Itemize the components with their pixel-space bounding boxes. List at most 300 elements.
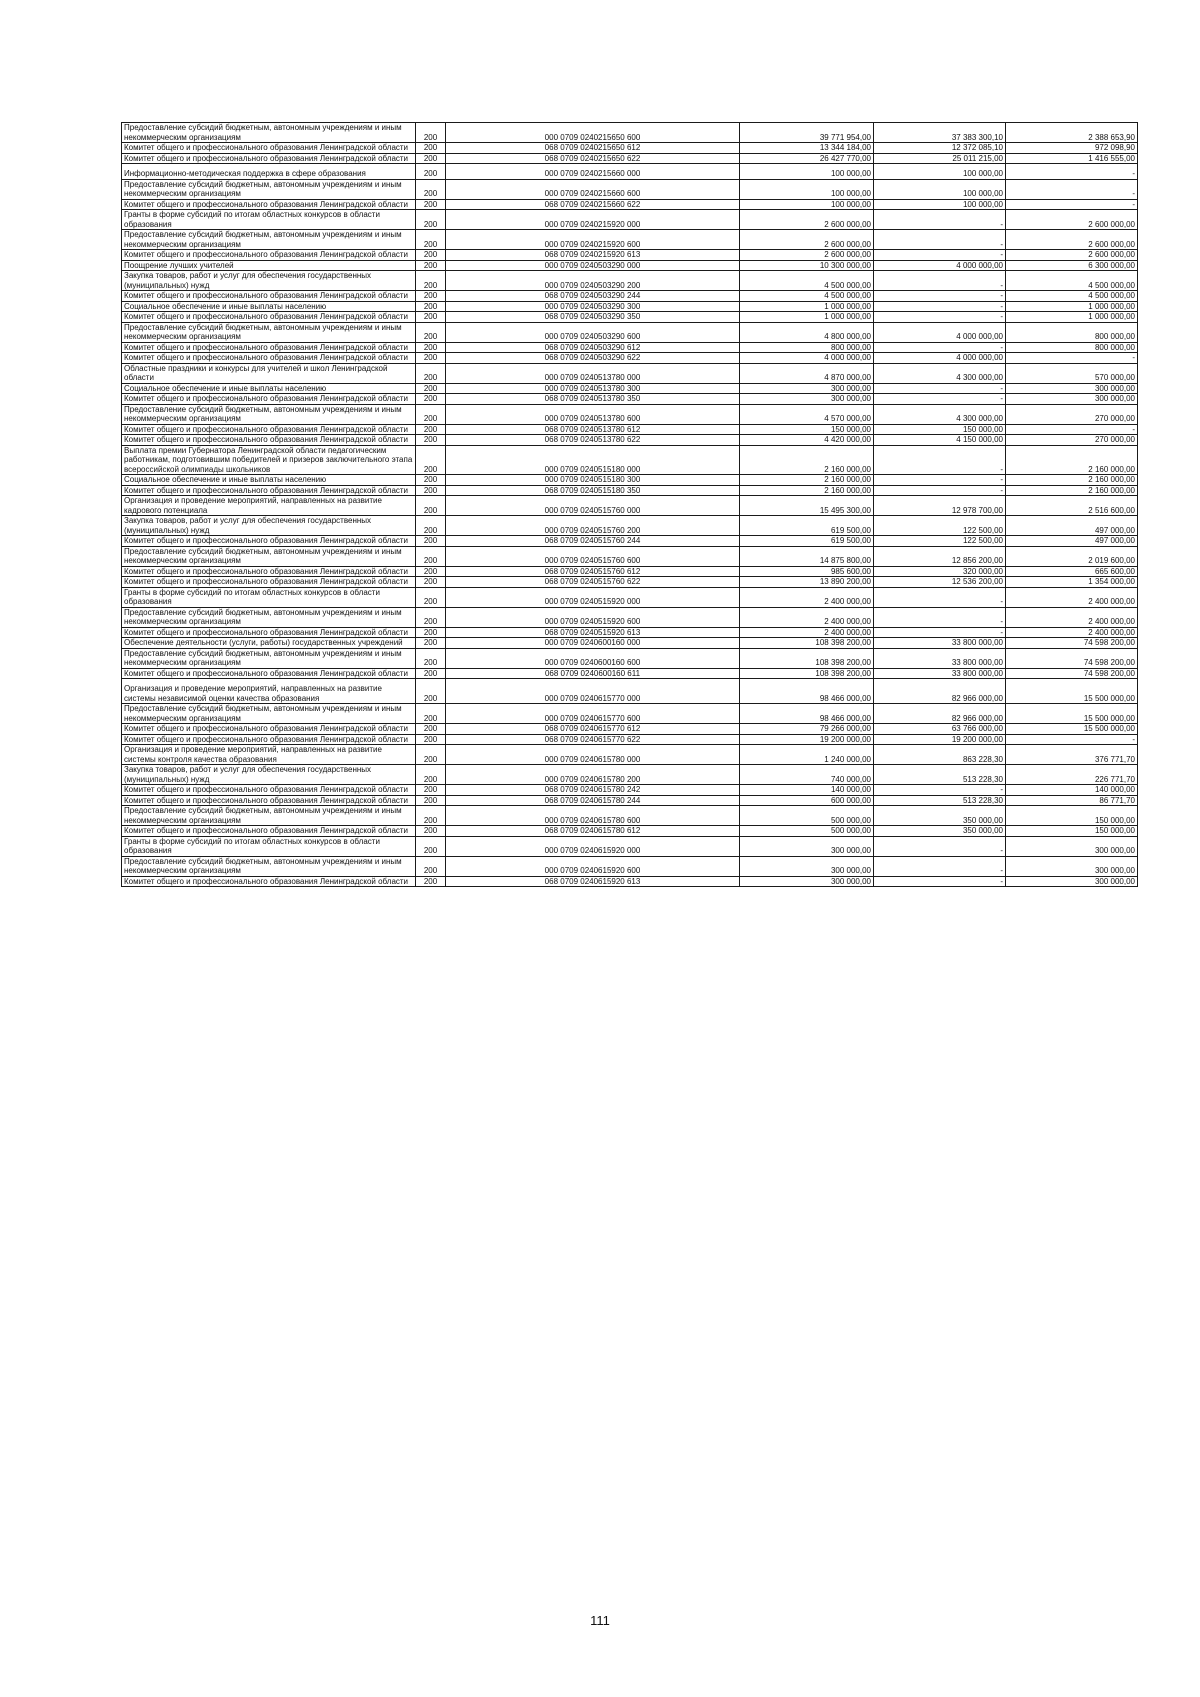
- table-row: [122, 153, 1138, 164]
- row-kbk-cell: 000 0709 0240503290 600: [446, 322, 740, 342]
- row-approved-cell: 2 600 000,00: [740, 250, 874, 261]
- row-name-cell: Информационно-методическая поддержка в сфере образования: [122, 164, 416, 180]
- row-name-cell: Предоставление субсидий бюджетным, автономным учреждениям и иным некоммерческим организациям: [122, 123, 416, 143]
- row-name-cell: Предоставление субсидий бюджетным, автономным учреждениям и иным некоммерческим организациям: [122, 322, 416, 342]
- row-kbk-cell: 000 0709 0240515180 000: [446, 445, 740, 475]
- table-row: [122, 806, 1138, 826]
- row-name-cell: Комитет общего и профессионального образования Ленинградской области: [122, 566, 416, 577]
- row-code-cell: 200: [416, 734, 446, 745]
- table-row: [122, 826, 1138, 837]
- row-code-cell: 200: [416, 394, 446, 405]
- row-executed-cell: 82 966 000,00: [874, 679, 1006, 704]
- row-unexecuted-cell: 140 000,00: [1006, 785, 1138, 796]
- table-row: [122, 566, 1138, 577]
- row-kbk-cell: 068 0709 0240215920 613: [446, 250, 740, 261]
- table-row: [122, 836, 1138, 856]
- row-unexecuted-cell: 2 400 000,00: [1006, 627, 1138, 638]
- row-name-cell: Предоставление субсидий бюджетным, автономным учреждениям и иным некоммерческим организациям: [122, 806, 416, 826]
- row-unexecuted-cell: 665 600,00: [1006, 566, 1138, 577]
- row-executed-cell: 4 300 000,00: [874, 363, 1006, 383]
- row-kbk-cell: 000 0709 0240615780 600: [446, 806, 740, 826]
- row-name-cell: Комитет общего и профессионального образования Ленинградской области: [122, 876, 416, 887]
- row-kbk-cell: 000 0709 0240503290 300: [446, 301, 740, 312]
- row-approved-cell: 300 000,00: [740, 394, 874, 405]
- row-approved-cell: 2 600 000,00: [740, 230, 874, 250]
- row-approved-cell: 1 000 000,00: [740, 312, 874, 323]
- row-kbk-cell: 068 0709 0240515760 612: [446, 566, 740, 577]
- row-code-cell: 200: [416, 704, 446, 724]
- row-unexecuted-cell: 300 000,00: [1006, 856, 1138, 876]
- row-kbk-cell: 068 0709 0240503290 350: [446, 312, 740, 323]
- row-unexecuted-cell: 4 500 000,00: [1006, 271, 1138, 291]
- row-approved-cell: 985 600,00: [740, 566, 874, 577]
- row-unexecuted-cell: 2 019 600,00: [1006, 546, 1138, 566]
- row-approved-cell: 140 000,00: [740, 785, 874, 796]
- row-approved-cell: 2 400 000,00: [740, 627, 874, 638]
- row-executed-cell: 100 000,00: [874, 179, 1006, 199]
- budget-execution-table: [121, 122, 1138, 887]
- row-executed-cell: 350 000,00: [874, 826, 1006, 837]
- row-kbk-cell: 068 0709 0240515760 622: [446, 577, 740, 588]
- row-name-cell: Социальное обеспечение и иные выплаты населению: [122, 383, 416, 394]
- table-row: [122, 745, 1138, 765]
- row-unexecuted-cell: -: [1006, 164, 1138, 180]
- row-executed-cell: -: [874, 301, 1006, 312]
- row-approved-cell: 2 160 000,00: [740, 485, 874, 496]
- row-kbk-cell: 068 0709 0240513780 622: [446, 435, 740, 446]
- row-unexecuted-cell: -: [1006, 179, 1138, 199]
- row-code-cell: 200: [416, 164, 446, 180]
- row-executed-cell: -: [874, 210, 1006, 230]
- row-unexecuted-cell: 300 000,00: [1006, 876, 1138, 887]
- row-executed-cell: -: [874, 445, 1006, 475]
- row-name-cell: Предоставление субсидий бюджетным, автономным учреждениям и иным некоммерческим организациям: [122, 607, 416, 627]
- row-unexecuted-cell: -: [1006, 199, 1138, 210]
- page-number: 111: [590, 1613, 610, 1628]
- row-unexecuted-cell: 226 771,70: [1006, 765, 1138, 785]
- row-name-cell: Гранты в форме субсидий по итогам областных конкурсов в области образования: [122, 210, 416, 230]
- row-code-cell: 200: [416, 876, 446, 887]
- row-kbk-cell: 000 0709 0240513780 600: [446, 404, 740, 424]
- table-row: [122, 734, 1138, 745]
- row-executed-cell: 33 800 000,00: [874, 648, 1006, 668]
- row-code-cell: 200: [416, 679, 446, 704]
- row-unexecuted-cell: 86 771,70: [1006, 795, 1138, 806]
- row-unexecuted-cell: 74 598 200,00: [1006, 668, 1138, 679]
- row-kbk-cell: 000 0709 0240615770 600: [446, 704, 740, 724]
- row-executed-cell: -: [874, 475, 1006, 486]
- row-executed-cell: 863 228,30: [874, 745, 1006, 765]
- row-name-cell: Комитет общего и профессионального образования Ленинградской области: [122, 734, 416, 745]
- row-unexecuted-cell: 300 000,00: [1006, 383, 1138, 394]
- row-code-cell: 200: [416, 627, 446, 638]
- row-code-cell: 200: [416, 475, 446, 486]
- table-row: [122, 668, 1138, 679]
- row-approved-cell: 300 000,00: [740, 876, 874, 887]
- row-name-cell: Поощрение лучших учителей: [122, 260, 416, 271]
- row-code-cell: 200: [416, 424, 446, 435]
- row-approved-cell: 4 000 000,00: [740, 353, 874, 364]
- row-unexecuted-cell: 2 160 000,00: [1006, 475, 1138, 486]
- row-kbk-cell: 000 0709 0240503290 200: [446, 271, 740, 291]
- row-executed-cell: 122 500,00: [874, 536, 1006, 547]
- row-kbk-cell: 000 0709 0240600160 600: [446, 648, 740, 668]
- row-kbk-cell: 068 0709 0240515920 613: [446, 627, 740, 638]
- table-row: [122, 856, 1138, 876]
- table-row: [122, 404, 1138, 424]
- row-name-cell: Социальное обеспечение и иные выплаты населению: [122, 475, 416, 486]
- row-approved-cell: 100 000,00: [740, 179, 874, 199]
- table-row: [122, 765, 1138, 785]
- table-row: [122, 785, 1138, 796]
- row-kbk-cell: 000 0709 0240503290 000: [446, 260, 740, 271]
- row-kbk-cell: 000 0709 0240600160 000: [446, 638, 740, 649]
- row-approved-cell: 1 240 000,00: [740, 745, 874, 765]
- row-executed-cell: -: [874, 785, 1006, 796]
- row-unexecuted-cell: 1 416 555,00: [1006, 153, 1138, 164]
- row-executed-cell: -: [874, 342, 1006, 353]
- row-kbk-cell: 068 0709 0240503290 612: [446, 342, 740, 353]
- row-executed-cell: 350 000,00: [874, 806, 1006, 826]
- row-approved-cell: 79 266 000,00: [740, 724, 874, 735]
- row-code-cell: 200: [416, 435, 446, 446]
- row-kbk-cell: 068 0709 0240515180 350: [446, 485, 740, 496]
- row-unexecuted-cell: 800 000,00: [1006, 322, 1138, 342]
- row-approved-cell: 15 495 300,00: [740, 496, 874, 516]
- table-row: [122, 587, 1138, 607]
- row-code-cell: 200: [416, 271, 446, 291]
- row-code-cell: 200: [416, 856, 446, 876]
- row-executed-cell: -: [874, 627, 1006, 638]
- row-code-cell: 200: [416, 210, 446, 230]
- row-unexecuted-cell: 570 000,00: [1006, 363, 1138, 383]
- row-executed-cell: 12 978 700,00: [874, 496, 1006, 516]
- row-executed-cell: 4 150 000,00: [874, 435, 1006, 446]
- table-row: [122, 143, 1138, 154]
- row-name-cell: Предоставление субсидий бюджетным, автономным учреждениям и иным некоммерческим организациям: [122, 546, 416, 566]
- row-name-cell: Организация и проведение мероприятий, направленных на развитие системы независимой оценки качества образования: [122, 679, 416, 704]
- row-code-cell: 200: [416, 404, 446, 424]
- row-name-cell: Комитет общего и профессионального образования Ленинградской области: [122, 795, 416, 806]
- row-code-cell: 200: [416, 785, 446, 796]
- row-approved-cell: 619 500,00: [740, 536, 874, 547]
- table-row: [122, 210, 1138, 230]
- row-approved-cell: 19 200 000,00: [740, 734, 874, 745]
- row-name-cell: Гранты в форме субсидий по итогам областных конкурсов в области образования: [122, 587, 416, 607]
- table-row: [122, 179, 1138, 199]
- row-code-cell: 200: [416, 445, 446, 475]
- table-row: [122, 475, 1138, 486]
- row-unexecuted-cell: 270 000,00: [1006, 404, 1138, 424]
- row-name-cell: Комитет общего и профессионального образования Ленинградской области: [122, 668, 416, 679]
- row-kbk-cell: 068 0709 0240615780 612: [446, 826, 740, 837]
- row-kbk-cell: 000 0709 0240515920 600: [446, 607, 740, 627]
- row-approved-cell: 4 800 000,00: [740, 322, 874, 342]
- row-code-cell: 200: [416, 765, 446, 785]
- row-executed-cell: 63 766 000,00: [874, 724, 1006, 735]
- row-approved-cell: 108 398 200,00: [740, 648, 874, 668]
- row-executed-cell: -: [874, 312, 1006, 323]
- row-approved-cell: 4 570 000,00: [740, 404, 874, 424]
- row-kbk-cell: 000 0709 0240513780 300: [446, 383, 740, 394]
- table-row: [122, 638, 1138, 649]
- row-unexecuted-cell: 270 000,00: [1006, 435, 1138, 446]
- row-code-cell: 200: [416, 496, 446, 516]
- row-executed-cell: 4 000 000,00: [874, 353, 1006, 364]
- table-row: [122, 536, 1138, 547]
- row-kbk-cell: 000 0709 0240515180 300: [446, 475, 740, 486]
- row-kbk-cell: 000 0709 0240515760 200: [446, 516, 740, 536]
- row-name-cell: Предоставление субсидий бюджетным, автономным учреждениям и иным некоммерческим организациям: [122, 179, 416, 199]
- row-unexecuted-cell: 74 598 200,00: [1006, 648, 1138, 668]
- row-code-cell: 200: [416, 153, 446, 164]
- row-approved-cell: 98 466 000,00: [740, 704, 874, 724]
- row-kbk-cell: 000 0709 0240515760 000: [446, 496, 740, 516]
- row-code-cell: 200: [416, 724, 446, 735]
- row-approved-cell: 2 160 000,00: [740, 475, 874, 486]
- row-kbk-cell: 068 0709 0240600160 611: [446, 668, 740, 679]
- row-unexecuted-cell: 15 500 000,00: [1006, 679, 1138, 704]
- row-name-cell: Комитет общего и профессионального образования Ленинградской области: [122, 435, 416, 446]
- row-name-cell: Комитет общего и профессионального образования Ленинградской области: [122, 485, 416, 496]
- row-unexecuted-cell: 15 500 000,00: [1006, 724, 1138, 735]
- table-row: [122, 363, 1138, 383]
- row-approved-cell: 800 000,00: [740, 342, 874, 353]
- row-approved-cell: 300 000,00: [740, 383, 874, 394]
- row-name-cell: Комитет общего и профессионального образования Ленинградской области: [122, 353, 416, 364]
- row-kbk-cell: 068 0709 0240513780 350: [446, 394, 740, 405]
- row-approved-cell: 10 300 000,00: [740, 260, 874, 271]
- row-executed-cell: -: [874, 836, 1006, 856]
- row-approved-cell: 4 500 000,00: [740, 291, 874, 302]
- row-unexecuted-cell: 2 600 000,00: [1006, 250, 1138, 261]
- row-executed-cell: 82 966 000,00: [874, 704, 1006, 724]
- row-code-cell: 200: [416, 638, 446, 649]
- table-row: [122, 353, 1138, 364]
- row-approved-cell: 26 427 770,00: [740, 153, 874, 164]
- row-executed-cell: -: [874, 587, 1006, 607]
- row-unexecuted-cell: 497 000,00: [1006, 536, 1138, 547]
- row-executed-cell: 4 300 000,00: [874, 404, 1006, 424]
- row-code-cell: 200: [416, 795, 446, 806]
- row-unexecuted-cell: -: [1006, 424, 1138, 435]
- row-kbk-cell: 000 0709 0240615780 200: [446, 765, 740, 785]
- row-name-cell: Социальное обеспечение и иные выплаты населению: [122, 301, 416, 312]
- row-executed-cell: 4 000 000,00: [874, 322, 1006, 342]
- row-unexecuted-cell: 2 600 000,00: [1006, 210, 1138, 230]
- table-row: [122, 312, 1138, 323]
- table-row: [122, 271, 1138, 291]
- row-approved-cell: 4 420 000,00: [740, 435, 874, 446]
- row-name-cell: Комитет общего и профессионального образования Ленинградской области: [122, 291, 416, 302]
- row-kbk-cell: 068 0709 0240515760 244: [446, 536, 740, 547]
- row-executed-cell: 513 228,30: [874, 795, 1006, 806]
- row-code-cell: 200: [416, 342, 446, 353]
- row-unexecuted-cell: 800 000,00: [1006, 342, 1138, 353]
- row-kbk-cell: 068 0709 0240215650 612: [446, 143, 740, 154]
- row-unexecuted-cell: 74 598 200,00: [1006, 638, 1138, 649]
- row-name-cell: Гранты в форме субсидий по итогам областных конкурсов в области образования: [122, 836, 416, 856]
- row-kbk-cell: 000 0709 0240615920 600: [446, 856, 740, 876]
- row-name-cell: Комитет общего и профессионального образования Ленинградской области: [122, 342, 416, 353]
- row-unexecuted-cell: -: [1006, 734, 1138, 745]
- row-code-cell: 200: [416, 836, 446, 856]
- row-executed-cell: -: [874, 607, 1006, 627]
- row-name-cell: Комитет общего и профессионального образования Ленинградской области: [122, 577, 416, 588]
- row-kbk-cell: 000 0709 0240215660 600: [446, 179, 740, 199]
- row-executed-cell: 4 000 000,00: [874, 260, 1006, 271]
- row-approved-cell: 13 890 200,00: [740, 577, 874, 588]
- row-executed-cell: -: [874, 856, 1006, 876]
- table-row: [122, 250, 1138, 261]
- row-executed-cell: -: [874, 394, 1006, 405]
- table-row: [122, 485, 1138, 496]
- row-code-cell: 200: [416, 322, 446, 342]
- row-code-cell: 200: [416, 230, 446, 250]
- row-code-cell: 200: [416, 199, 446, 210]
- row-approved-cell: 1 000 000,00: [740, 301, 874, 312]
- row-name-cell: Комитет общего и профессионального образования Ленинградской области: [122, 785, 416, 796]
- row-kbk-cell: 000 0709 0240515760 600: [446, 546, 740, 566]
- table-row: [122, 394, 1138, 405]
- row-code-cell: 200: [416, 260, 446, 271]
- row-name-cell: Комитет общего и профессионального образования Ленинградской области: [122, 250, 416, 261]
- table-row: [122, 301, 1138, 312]
- row-code-cell: 200: [416, 250, 446, 261]
- row-kbk-cell: 068 0709 0240503290 622: [446, 353, 740, 364]
- row-code-cell: 200: [416, 577, 446, 588]
- row-name-cell: Выплата премии Губернатора Ленинградской области педагогическим работникам, подготовившим победителей и призеров заключительного этапа всероссийской олимпиады школьников: [122, 445, 416, 475]
- row-unexecuted-cell: 2 516 600,00: [1006, 496, 1138, 516]
- row-executed-cell: -: [874, 250, 1006, 261]
- row-approved-cell: 14 875 800,00: [740, 546, 874, 566]
- row-executed-cell: -: [874, 876, 1006, 887]
- row-unexecuted-cell: 150 000,00: [1006, 806, 1138, 826]
- row-unexecuted-cell: 4 500 000,00: [1006, 291, 1138, 302]
- table-row: [122, 627, 1138, 638]
- row-executed-cell: -: [874, 230, 1006, 250]
- row-approved-cell: 619 500,00: [740, 516, 874, 536]
- row-kbk-cell: 000 0709 0240215650 600: [446, 123, 740, 143]
- row-code-cell: 200: [416, 301, 446, 312]
- row-code-cell: 200: [416, 485, 446, 496]
- row-kbk-cell: 000 0709 0240513780 000: [446, 363, 740, 383]
- row-approved-cell: 600 000,00: [740, 795, 874, 806]
- row-kbk-cell: 068 0709 0240503290 244: [446, 291, 740, 302]
- row-approved-cell: 13 344 184,00: [740, 143, 874, 154]
- row-kbk-cell: 068 0709 0240215650 622: [446, 153, 740, 164]
- row-executed-cell: -: [874, 485, 1006, 496]
- row-kbk-cell: 000 0709 0240615770 000: [446, 679, 740, 704]
- row-name-cell: Закупка товаров, работ и услуг для обеспечения государственных (муниципальных) нужд: [122, 271, 416, 291]
- table-row: [122, 546, 1138, 566]
- row-code-cell: 200: [416, 123, 446, 143]
- row-executed-cell: 100 000,00: [874, 164, 1006, 180]
- row-name-cell: Комитет общего и профессионального образования Ленинградской области: [122, 424, 416, 435]
- row-executed-cell: 12 372 085,10: [874, 143, 1006, 154]
- row-code-cell: 200: [416, 806, 446, 826]
- table-body: [122, 123, 1138, 887]
- table-row: [122, 704, 1138, 724]
- table-row: [122, 322, 1138, 342]
- row-code-cell: 200: [416, 745, 446, 765]
- row-unexecuted-cell: 6 300 000,00: [1006, 260, 1138, 271]
- row-name-cell: Областные праздники и конкурсы для учителей и школ Ленинградской области: [122, 363, 416, 383]
- row-unexecuted-cell: 2 400 000,00: [1006, 607, 1138, 627]
- row-code-cell: 200: [416, 312, 446, 323]
- row-code-cell: 200: [416, 516, 446, 536]
- table-row: [122, 607, 1138, 627]
- row-name-cell: Комитет общего и профессионального образования Ленинградской области: [122, 153, 416, 164]
- row-unexecuted-cell: 15 500 000,00: [1006, 704, 1138, 724]
- table-row: [122, 260, 1138, 271]
- row-unexecuted-cell: 1 000 000,00: [1006, 301, 1138, 312]
- row-name-cell: Комитет общего и профессионального образования Ленинградской области: [122, 394, 416, 405]
- row-unexecuted-cell: 2 388 653,90: [1006, 123, 1138, 143]
- table-row: [122, 876, 1138, 887]
- row-approved-cell: 39 771 954,00: [740, 123, 874, 143]
- row-approved-cell: 108 398 200,00: [740, 668, 874, 679]
- row-kbk-cell: 068 0709 0240615770 612: [446, 724, 740, 735]
- row-executed-cell: -: [874, 291, 1006, 302]
- row-executed-cell: 100 000,00: [874, 199, 1006, 210]
- table-row: [122, 435, 1138, 446]
- row-kbk-cell: 068 0709 0240615780 244: [446, 795, 740, 806]
- row-name-cell: Предоставление субсидий бюджетным, автономным учреждениям и иным некоммерческим организациям: [122, 404, 416, 424]
- row-executed-cell: 513 228,30: [874, 765, 1006, 785]
- row-code-cell: 200: [416, 291, 446, 302]
- row-kbk-cell: 068 0709 0240615770 622: [446, 734, 740, 745]
- row-approved-cell: 2 400 000,00: [740, 587, 874, 607]
- row-approved-cell: 2 400 000,00: [740, 607, 874, 627]
- row-kbk-cell: 000 0709 0240615780 000: [446, 745, 740, 765]
- row-unexecuted-cell: 300 000,00: [1006, 836, 1138, 856]
- table-row: [122, 516, 1138, 536]
- row-name-cell: Комитет общего и профессионального образования Ленинградской области: [122, 724, 416, 735]
- row-name-cell: Закупка товаров, работ и услуг для обеспечения государственных (муниципальных) нужд: [122, 765, 416, 785]
- row-approved-cell: 500 000,00: [740, 806, 874, 826]
- row-executed-cell: 320 000,00: [874, 566, 1006, 577]
- row-approved-cell: 740 000,00: [740, 765, 874, 785]
- table-row: [122, 724, 1138, 735]
- row-executed-cell: 12 536 200,00: [874, 577, 1006, 588]
- row-name-cell: Предоставление субсидий бюджетным, автономным учреждениям и иным некоммерческим организациям: [122, 230, 416, 250]
- table-row: [122, 496, 1138, 516]
- row-approved-cell: 4 500 000,00: [740, 271, 874, 291]
- row-unexecuted-cell: 2 160 000,00: [1006, 485, 1138, 496]
- row-kbk-cell: 000 0709 0240215920 000: [446, 210, 740, 230]
- row-code-cell: 200: [416, 826, 446, 837]
- table-row: [122, 577, 1138, 588]
- row-code-cell: 200: [416, 363, 446, 383]
- row-code-cell: 200: [416, 668, 446, 679]
- row-code-cell: 200: [416, 383, 446, 394]
- row-unexecuted-cell: 2 600 000,00: [1006, 230, 1138, 250]
- row-executed-cell: 12 856 200,00: [874, 546, 1006, 566]
- row-unexecuted-cell: 150 000,00: [1006, 826, 1138, 837]
- row-name-cell: Комитет общего и профессионального образования Ленинградской области: [122, 199, 416, 210]
- row-kbk-cell: 068 0709 0240615920 613: [446, 876, 740, 887]
- row-unexecuted-cell: 497 000,00: [1006, 516, 1138, 536]
- row-code-cell: 200: [416, 607, 446, 627]
- row-code-cell: 200: [416, 566, 446, 577]
- table-row: [122, 679, 1138, 704]
- row-kbk-cell: 068 0709 0240215660 622: [446, 199, 740, 210]
- row-kbk-cell: 000 0709 0240615920 000: [446, 836, 740, 856]
- row-kbk-cell: 068 0709 0240615780 242: [446, 785, 740, 796]
- row-unexecuted-cell: 972 098,90: [1006, 143, 1138, 154]
- row-executed-cell: 150 000,00: [874, 424, 1006, 435]
